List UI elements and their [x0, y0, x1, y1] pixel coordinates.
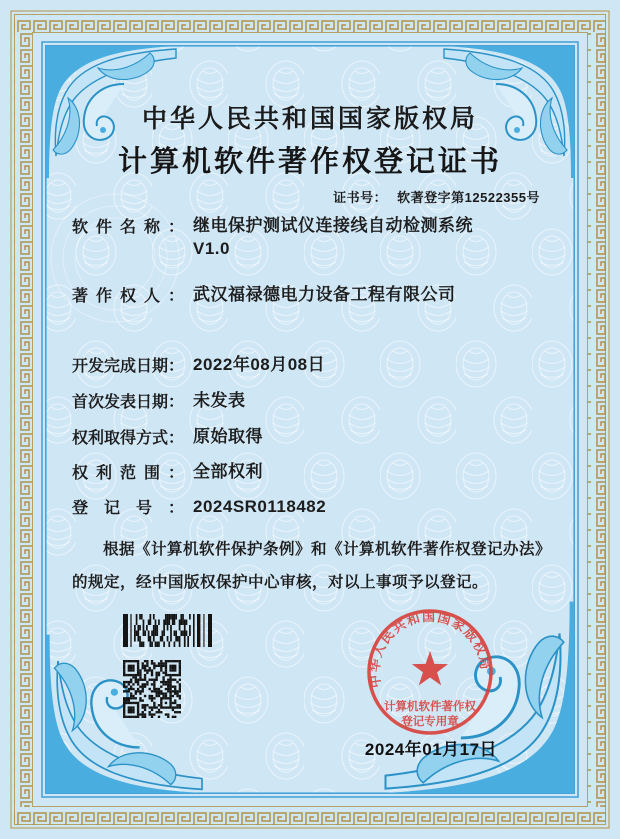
- field-value: 未发表: [193, 391, 246, 410]
- seal-subtitle-line1: 计算机软件著作权: [384, 701, 476, 713]
- field-value: 原始取得: [193, 427, 263, 446]
- field-label: 登记号：: [72, 500, 184, 517]
- field-value: [193, 214, 473, 260]
- software-version: V1.0: [193, 239, 230, 258]
- field-label: 权利取得方式：: [72, 430, 185, 447]
- field-label: 软件名称：: [72, 219, 184, 236]
- seal-subtitle-line2: 登记专用章: [401, 716, 459, 728]
- field-row-rights-scope: [72, 460, 263, 483]
- field-value: 2024SR0118482: [193, 497, 327, 516]
- certificate-number: [333, 187, 540, 206]
- qr-code: [123, 660, 181, 718]
- field-label: 首次发表日期：: [72, 394, 185, 411]
- official-seal: [360, 602, 500, 742]
- seal-ring-text: 中华人民共和国国家版权局: [366, 609, 494, 689]
- certificate-number-label: 证书号：: [333, 190, 388, 205]
- field-row-first-publication: [72, 389, 246, 412]
- certificate-title: 计算机软件著作权登记证书: [117, 146, 502, 178]
- registration-statement: 根据《计算机软件保护条例》和《计算机软件著作权登记办法》的规定，经中国版权保护中心审核，对以上事项予以登记。: [72, 541, 552, 591]
- field-label: 开发完成日期：: [72, 358, 185, 375]
- field-value: 全部权利: [193, 462, 263, 481]
- field-row-software-name: [72, 214, 473, 260]
- issuer-title: 中华人民共和国国家版权局: [141, 106, 478, 133]
- field-label: 著作权人：: [72, 288, 184, 305]
- seal-star-icon: [412, 651, 448, 685]
- greek-key-border-bottom: [14, 807, 606, 825]
- barcode: [123, 614, 213, 647]
- field-value: 2022年08月08日: [193, 355, 326, 374]
- field-row-copyright-owner: [72, 283, 456, 306]
- field-row-registration-number: [72, 495, 326, 518]
- field-value: 武汉福禄德电力设备工程有限公司: [193, 285, 456, 304]
- issue-date: 2024年01月17日: [364, 740, 498, 759]
- field-row-completion-date: [72, 353, 325, 376]
- field-label: 权利范围：: [72, 465, 184, 482]
- field-row-rights-acquisition: [72, 425, 263, 448]
- certificate-number-value: 软著登字第12522355号: [397, 190, 540, 205]
- software-name: 继电保护测试仪连接线自动检测系统: [193, 216, 473, 235]
- greek-key-border-top: [14, 14, 606, 32]
